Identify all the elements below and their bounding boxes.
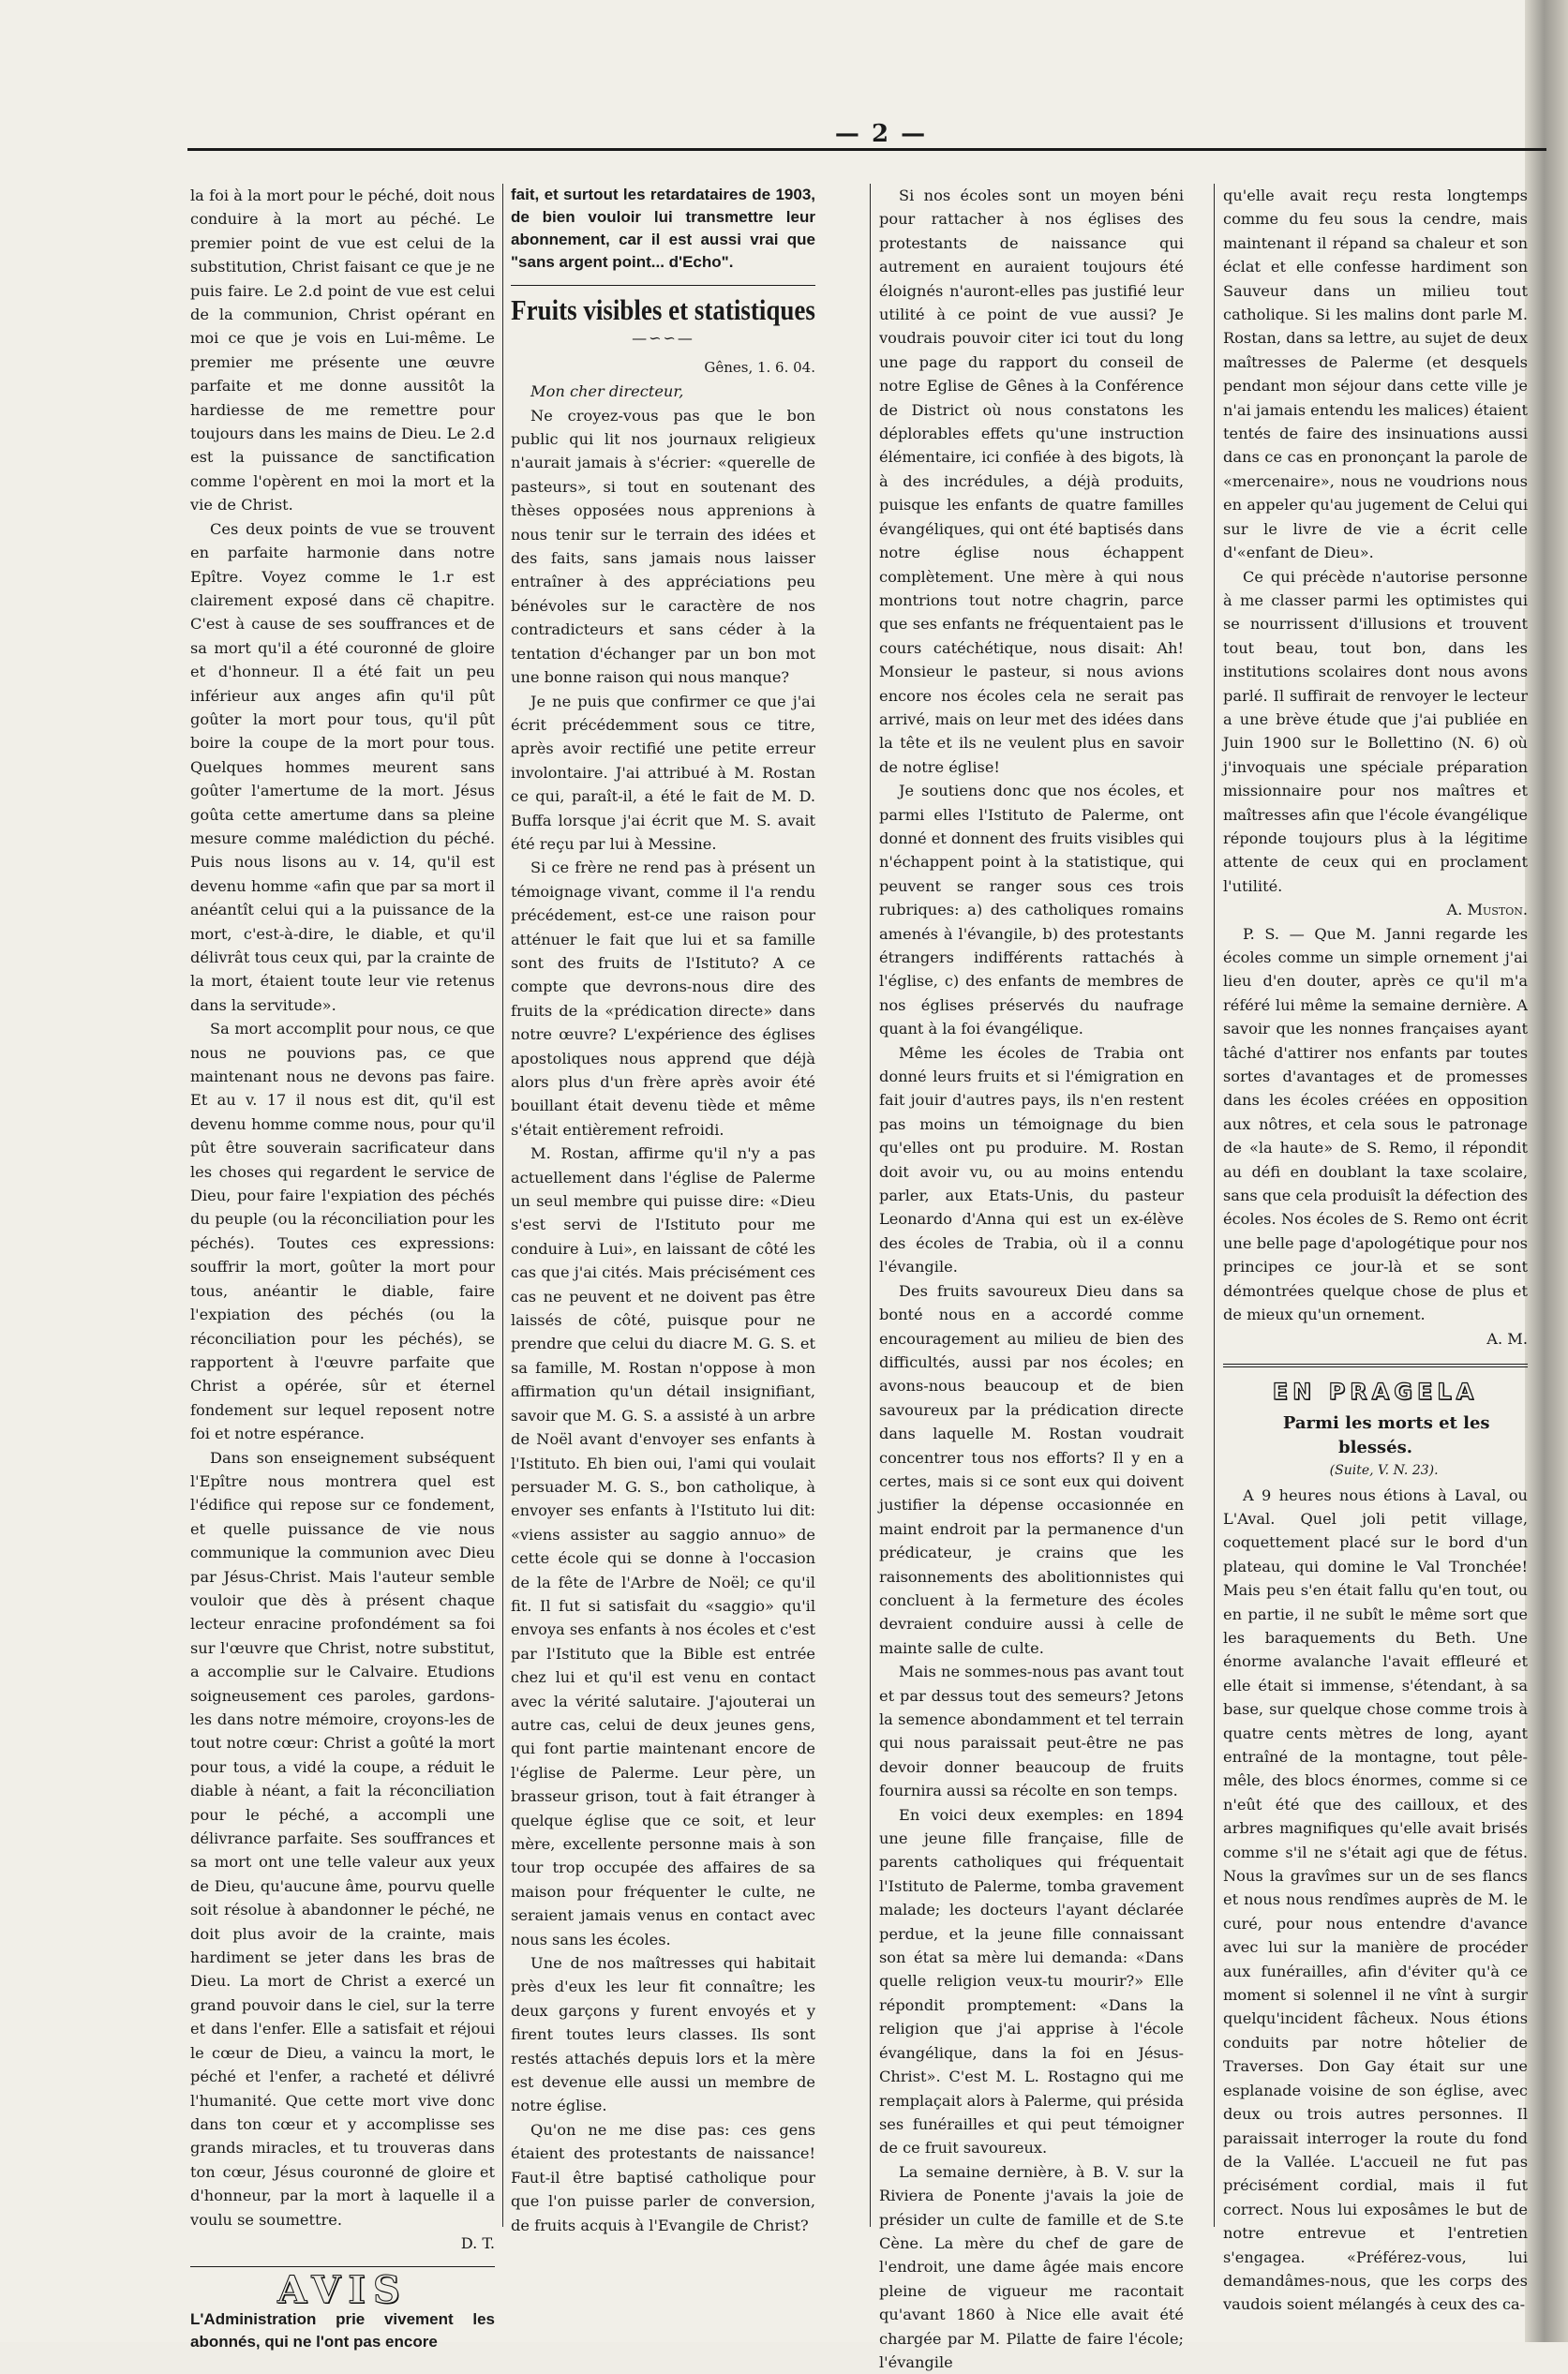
paragraph: Ce qui précède n'autorise personne à me classer parmi les optimistes qui se nourrissent d'illusions et trouvent tout beau, tout bon, dans les institutions scolaires dont nous avons parlé. Il suffirait de renvoyer le lecteur a une brève étude que j'ai publiée en Juin 1900 sur le Bollettino (N. 6) où j'invoquais une spéciale préparation missionnaire pour nos maîtres et maîtresses afin que l'école évangélique réponde toujours plus à la légitime attente de ceux qui en proclament l'utilité. bbox=[1223, 567, 1528, 895]
column-2 bbox=[511, 184, 815, 2236]
postscript-signature: A. M. bbox=[1486, 1329, 1528, 1348]
paragraph: Dans son enseignement subséquent l'Epître nous montrera quel est l'édifice qui repose sur ce fondement, et quelle puissance de vie nous communique la communion avec Dieu par Jésus-Christ. Mais l'auteur semble vouloir que dès à présent chaque lecteur enracine profondément sa foi sur l'œuvre que Christ, notre substitut, a accomplie sur le Calvaire. Etudions soigneusement ces paroles, gardons-les dans notre mémoire, croyons-les de tout notre cœur: Christ a goûté la mort pour tous, a vidé la coupe, a réduit le diable à néant, a fait la réconciliation pour le péché, a accompli une délivrance parfaite. Ses souffrances et sa mort ont une telle valeur aux yeux de Dieu, qu'aucune âme, pourvu quelle soit résolue à abandonner le péché, ne doit plus avoir de la crainte, mais hardiment se jeter dans les bras de Dieu. La mort de Christ a exercé un grand pouvoir dans le ciel, sur la terre et dans l'enfer. Elle a satisfait et réjoui le cœur de Dieu, a vaincu la mort, le péché et l'enfer, a racheté et délivré l'humanité. Que cette mort vive donc dans ton cœur et y accomplisse ses grands miracles, et tu trouveras dans ton cœur, Jésus couronné de gloire et d'honneur, par la mort à laquelle il a voulu se soumettre. bbox=[190, 1448, 495, 2229]
paragraph: Je soutiens donc que nos écoles, et parmi elles l'Istituto de Palerme, ont donné et donnent des fruits visibles qui n'échappent point à la statistique, qui peuvent se ranger sous ces trois rubriques: a) des catholiques romains amenés à l'évangile, b) des protestants étrangers indifférents rattachés à l'église, c) des enfants de membres de nos églises préservés du naufrage quant à la foi évangélique. bbox=[879, 782, 1184, 1038]
paragraph: A 9 heures nous étions à Laval, ou L'Aval. Quel joli petit village, coquettement placé sur le bord d'un plateau, qui domine le Val Tronchée! Mais peu s'en était fallu qu'en tout, ou en partie, il ne subît le même sort que les baraquements du Beth. Une énorme avalanche l'avait effleuré et elle était si immense, s'étendant, à sa base, sur quelque chose comme trois à quatre cents mètres de long, ayant entraîné de la montagne, tout pêle-mêle, des blocs énormes, comme si ce n'eût été que des cailloux, et des arbres magnifiques qu'elle avait brisés comme s'il ne s'était agi que de fétus. Nous la gravîmes sur un de ses flancs et nous nous rendîmes auprès de M. le curé, pour nous entendre d'avance avec lui sur la manière de procéder aux funérailles, afin d'éviter qu'à ce moment si solennel il ne vînt à surgir quelqu'incident fâcheux. Nous étions conduits par notre hôtelier de Traverses. Don Gay était sur une esplanade voisine de son église, avec deux ou trois autres personnes. Il paraissait interroger la route du fond de la Vallée. L'accueil ne fut pas précisément cordial, mais il fut correct. Nous lui exposâmes le but de notre entrevue et l'entretien s'engagea. «Préférez-vous, lui demandâmes-nous, que les corps des vaudois soient mélangés à ceux des ca- bbox=[1223, 1486, 1528, 2314]
column-4 bbox=[1223, 184, 1528, 2314]
divider bbox=[511, 285, 815, 286]
paragraph: Je ne puis que confirmer ce que j'ai écrit précédemment sous ce titre, après avoir rectifié une petite erreur involontaire. J'ai attribué à M. Rostan ce qui, paraît-il, a été le fait de M. D. Buffa lorsque j'ai écrit que M. S. avait été reçu par lui à Messine. bbox=[511, 692, 815, 853]
paragraph: Des fruits savoureux Dieu dans sa bonté nous en a accordé comme encouragement au milieu de bien des difficultés, aussi par nos écoles; en avons-nous beaucoup et de bien savoureux par la prédication directe dans laquelle M. Rostan voudrait concentrer tous nos efforts? Il y en a certes, mais si ce sont eux qui doivent justifier la dépense occasionnée en maint endroit par la permanence d'un prédicateur, je crains que les raisonnements des abolitionnistes qui concluent à la fermeture des écoles devraient conduire aussi à celle de mainte salle de culte. bbox=[879, 1281, 1184, 1657]
paragraph: Une de nos maîtresses qui habitait près d'eux les leur fit connaître; les deux garçons y furent envoyés et y firent toutes leurs classes. Ils sont restés attachés depuis lors et la mère est devenue elle aussi un membre de notre église. bbox=[511, 1954, 815, 2115]
column-rule bbox=[1214, 184, 1215, 2227]
paragraph: M. Rostan, affirme qu'il n'y a pas actuellement dans l'église de Palerme un seul membre qui puisse dire: «Dieu s'est servi de l'Istituto pour me conduire à Lui», en laissant de côté les cas que j'ai cités. Mais précisément ces cas ne peuvent et ne doivent pas être laissés de côté, puisque pour ne prendre que celui du diacre M. G. S. et sa famille, M. Rostan n'oppose à mon affirmation qu'un détail insignifiant, savoir que M. G. S. a assisté à un arbre de Noël avant d'envoyer ses enfants à l'Istituto. Eh bien oui, l'ami qui voulait persuader M. G. S., bon catholique, à envoyer ses enfants à l'Istituto lui dit: «viens assister au saggio annuo» de cette école qui se donne à l'occasion de la fête de l'Arbre de Noël; ce qu'il fit. Il fut si satisfait du «saggio» qu'il envoya ses enfants à nos écoles et c'est par l'Istituto que la Bible est entrée chez lui et qu'il est venu en contact avec la vérité salutaire. J'ajouterai un autre cas, celui de deux jeunes gens, qui font partie maintenant encore de l'église de Palerme. Leur père, un brasseur grison, tout à fait étranger à quelque église que ce soit, et leur mère, excellente personne mais à son tour trop occupée des affaires de sa maison pour fréquenter le culte, ne seraient jamais venus en contact avec nous sans les écoles. bbox=[511, 1144, 815, 1948]
continuation-note: (Suite, V. N. 23). bbox=[1329, 1463, 1439, 1479]
column-rule bbox=[870, 184, 871, 2227]
paragraph: Même les écoles de Trabia ont donné leurs fruits et si l'émigration en fait jouir d'autres pays, ils n'en restent pas moins un témoignage du bien qu'elles ont pu produire. M. Rostan doit avoir vu, ou au moins entendu parler, aux Etats-Unis, du pasteur Leonardo d'Anna qui est un ex-élève des écoles de Trabia, où il a connu l'évangile. bbox=[879, 1043, 1184, 1277]
paragraph: En voici deux exemples: en 1894 une jeune fille française, fille de parents catholiques qui fréquentait l'Istituto de Palerme, tomba gravement malade; les docteurs l'ayant déclarée perdue, et la jeune fille connaissant son état sa mère lui demanda: «Dans quelle religion veux-tu mourir?» Elle répondit promptement: «Dans la religion que j'ai apprise à l'école évangélique, dans la foi en Jésus-Christ». C'est M. L. Rostagno qui me remplaçait alors à Palerme, qui présida ses funérailles et qui peut témoigner de ce fruit savoureux. bbox=[879, 1805, 1184, 2158]
salutation: Mon cher directeur, bbox=[530, 382, 684, 401]
avis-notice-continued: fait, et surtout les retardataires de 1903, de bien vouloir lui transmettre leur abonnement, car il est aussi vrai que "sans argent point... d'Echo". bbox=[511, 186, 815, 271]
paragraph: Mais ne sommes-nous pas avant tout et par dessus tout des semeurs? Jetons la semence abondamment et tel terrain qui nous paraissait peut-être ne pas devoir donner beaucoup de fruits fournira aussi sa récolte en son temps. bbox=[879, 1663, 1184, 1800]
paragraph: Ces deux points de vue se trouvent en parfaite harmonie dans notre Epître. Voyez comme le 1.r est clairement exposé dans cë chapitre. C'est à cause de ses souffrances et de sa mort qu'il a été couronné de gloire et d'honneur. Il a été fait un peu inférieur aux anges afin qu'il pût goûter la mort pour tous, qu'il pût boire la coupe de la mort pour tous. Quelques hommes meurent sans goûter l'amertume de la mort. Jésus goûta cette amertume dans sa pleine mesure comme malédiction du péché. Puis nous lisons au v. 14, qu'il est devenu homme «afin que par sa mort il anéantît celui qui a la puissance de la mort, c'est-à-dire, le diable, et qu'il délivrât tous ceux qui, par la crainte de la mort, étaient toute leur vie retenus dans la servitude». bbox=[190, 519, 495, 1014]
dateline: Gênes, 1. 6. 04. bbox=[704, 358, 815, 376]
column-1 bbox=[190, 184, 495, 2351]
avis-heading: AVIS bbox=[277, 2268, 408, 2313]
column-rule bbox=[502, 184, 503, 2227]
paragraph: La semaine dernière, à B. V. sur la Riviera de Ponente j'avais la joie de présider un culte de famille et de S.te Cène. La mère du chef de gare de l'endroit, une dame âgée mais encore pleine de vigueur me racontait qu'avant 1860 à Nice elle avait été chargée par M. Pilatte de faire l'école; l'évangile bbox=[879, 2162, 1184, 2371]
article-title: Fruits visibles et statistiques bbox=[511, 293, 815, 327]
paragraph: Si ce frère ne rend pas à présent un témoignage vivant, comme il l'a rendu précédement, est-ce une raison pour atténuer le fait que lui et sa famille sont des fruits de l'Istituto? A ce compte que devrons-nous dire des fruits de la «prédication directe» dans notre œuvre? L'expérience des églises apostoliques nous apprend que déjà alors plus d'un frère après avoir été bouillant était devenu tiède et même s'était entièrement refroidi. bbox=[511, 859, 815, 1139]
paragraph: Sa mort accomplit pour nous, ce que nous ne pouvions pas, ce que maintenant nous ne devons pas faire. Et au v. 17 il nous est dit, qu'il est devenu homme comme nous, pour qu'il pût être souverain sacrificateur dans les choses qui regardent le service de Dieu, pour faire l'expiation des péchés du peuple (ou la réconciliation pour les péchés). Toutes ces expressions: souffrir la mort, goûter la mort pour tous, anéantir le diable, faire l'expiation des péchés (ou la réconciliation pour les péchés), se rapportent à l'œuvre parfaite que Christ a opérée, sûr et éternel fondement sur lequel reposent notre foi et notre espérance. bbox=[190, 1020, 495, 1443]
column-3 bbox=[879, 184, 1184, 2371]
paragraph: Ne croyez-vous pas que le bon public qui lit nos journaux religieux n'aurait jamais à s'écrier: «querelle de pasteurs», si tout en soutenant des thèses opposées nous apprenions à nous tenir sur le terrain des idées et des faits, sans jamais nous laisser entraîner à des appréciations peu bénévoles sur le caractère de nos contradicteurs et sans céder à la tentation d'échanger par un bon mot une bonne raison qui nous manque? bbox=[511, 406, 815, 687]
page-number: — 2 — bbox=[834, 120, 928, 148]
section-subtitle: Parmi les morts et les blessés. bbox=[1282, 1413, 1490, 1457]
avis-notice: L'Administration prie vivement les abonnés, qui ne l'ont pas encore bbox=[190, 2309, 495, 2351]
paragraph: Si nos écoles sont un moyen béni pour rattacher à nos églises des protestants de naissance qui autrement en auraient toujours été éloignés n'auront-elles pas justifié leur utilité à ce point de vue aussi? Je voudrais pouvoir citer ici tout du long une page du rapport du conseil de notre Eglise de Gênes à la Conférence de District où nous constatons les déplorables effets qu'une instruction élémentaire, ici confiée à des bigots, là à des incrédules, a déjà produits, puisque les enfants de quatre familles évangéliques, qui ont été baptisés dans notre église nous échappent complètement. Une mère à qui nous montrions tout notre chagrin, parce que ses enfants ne fréquentaient pas le cours catéchétique, nous disait: Ah! Monsieur le pasteur, si nous avions encore nos écoles cela ne serait pas arrivé, mais on leur met des idées dans la tête et ils ne veulent plus en savoir de notre église! bbox=[879, 187, 1184, 776]
title-flourish: —∽∽— bbox=[632, 329, 694, 348]
paragraph: qu'elle avait reçu resta longtemps comme du feu sous la cendre, mais maintenant il répand sa chaleur et son éclat et elle confesse hardiment son Sauveur dans un milieu tout catholique. Si les malins dont parle M. Rostan, dans sa lettre, au sujet de deux maîtresses de Palerme (et desquels pendant mon séjour dans cette ville je n'ai jamais entendu les malices) étaient tentés de faire des insinuations aussi dans ce cas en prononçant la parole de «mercenaire», nous ne voudrions nous en appeler qu'au jugement de Celui qui sur le livre de vie a écrit celle d'«enfant de Dieu». bbox=[1223, 187, 1528, 562]
paragraph: Qu'on ne me dise pas: ces gens étaient des protestants de naissance! Faut-il être baptisé catholique pour que l'on puisse parler de conversion, de fruits acquis à l'Evangile de Christ? bbox=[511, 2120, 815, 2234]
signature: A. Muston. bbox=[1446, 901, 1528, 919]
paragraph: la foi à la mort pour le péché, doit nous conduire à la mort au péché. Le premier point de vue est celui de la substitution, Christ faisant ce que je ne puis faire. Le 2.d point de vue est celui de la communion, Christ opérant en moi ce que je vois en Lui-même. Le premier me présente une œuvre parfaite et me donne aussitôt la hardiesse de me remettre pour toujours dans les mains de Dieu. Le 2.d est la puissance de sanctification comme l'opèrent en moi la mort et la vie de Christ. bbox=[190, 187, 495, 515]
binding-gutter bbox=[1525, 0, 1568, 2342]
divider bbox=[190, 2266, 495, 2267]
postscript: P. S. — Que M. Janni regarde les écoles comme un simple ornement j'ai lieu d'en douter, après ce qu'il m'a référé lui même la semaine dernière. A savoir que les nonnes françaises ayant tâché d'attirer nos enfants par toutes sortes d'avantages et de promesses dans les écoles créées en opposition aux nôtres, et cela sous le patronage de «la haute» de S. Remo, il répondit au défi en doublant la taxe scolaire, sans que cela produisît la défection des écoles. Nos écoles de S. Remo ont écrit une belle page d'apologétique pour nos principes ce jour-là et se sont démontrées quelque chose de plus et de mieux qu'un ornement. bbox=[1223, 924, 1528, 1324]
section-title: EN PRAGELA bbox=[1272, 1378, 1479, 1405]
header-rule bbox=[187, 148, 1546, 151]
signature: D. T. bbox=[460, 2233, 495, 2252]
divider bbox=[1223, 1364, 1528, 1367]
